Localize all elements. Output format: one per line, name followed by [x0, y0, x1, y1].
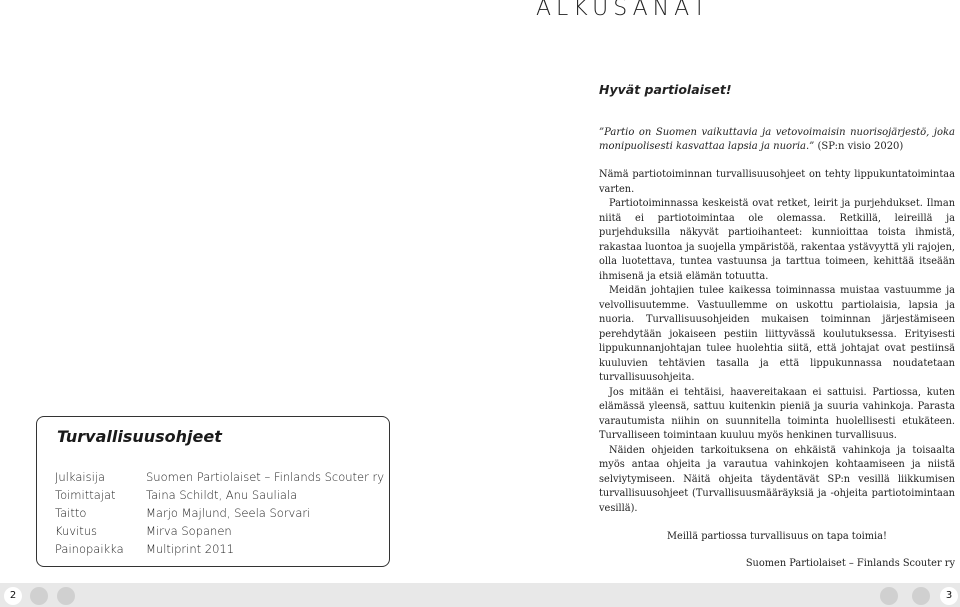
credit-value: Multiprint 2011	[146, 542, 235, 556]
decorative-dot	[880, 587, 898, 605]
credit-row	[55, 468, 384, 486]
vision-quote	[599, 126, 955, 154]
page-number-right: 3	[940, 587, 958, 605]
closing-line: Meillä partiossa turvallisuus on tapa toimia!	[667, 531, 887, 542]
credit-row	[55, 486, 384, 504]
credit-label: Painopaikka	[55, 542, 124, 556]
signature: Suomen Partiolaiset – Finlands Scouter ry	[745, 557, 955, 569]
credit-label: Toimittajat	[55, 488, 116, 502]
credit-value: Mirva Sopanen	[146, 524, 232, 538]
credit-row	[55, 504, 384, 522]
paragraph: Näiden ohjeiden tarkoituksena on ehkäistä vahinkoja ja toisaalta myös antaa ohjeita ja varautua vahinkojen kohtaamiseen ja niistä selviytymiseen. Näitä ohjeita täydentävät SP:n vesillä liikkumisen turvallisuusohjeet (Turvallisuusmääräyksiä ja -ohjeita partiotoimintaan vesillä).	[599, 444, 955, 514]
credit-label: Taitto	[55, 506, 87, 520]
decorative-dot	[57, 587, 75, 605]
paragraph: Meidän johtajien tulee kaikessa toiminnassa muistaa vastuumme ja velvollisuutemme. Vastuullemme on uskottu partiolaisia, lapsia ja nuoria. Turvallisuusohjeiden mukaisen toiminnan järjestämiseen perehdytään jokaiseen pestiin liittyvässä koulutuksessa. Erityisesti lippukunnanjohtajan tulee huolehtia siitä, että johtajat ovat pestiinsä kuuluvien tehtävien tasalla ja että lippukunnassa noudatetaan turvallisuusohjeita.	[599, 285, 955, 383]
publication-info-box	[36, 416, 390, 567]
greeting-heading: Hyvät partiolaiset!	[599, 82, 732, 97]
page-number-left: 2	[4, 587, 22, 605]
credit-label: Julkaisija	[55, 470, 106, 484]
paragraph: Partiotoiminnassa keskeistä ovat retket, leirit ja purjehdukset. Ilman niitä ei partiotoimintaa ole olemassa. Retkillä, leireillä ja purjehduksilla näkyvät partioihanteet: kunnioittaa toista ihmistä, rakastaa luontoa ja suojella ympäristöä, rakentaa ystävyyttä yli rajojen, olla luotettava, tuntea vastuunsa ja tarttua toimeen, kehittää itseään ihmisenä ja etsiä elämän totuutta.	[599, 198, 955, 282]
info-box-title: Turvallisuusohjeet	[57, 427, 222, 446]
credit-row	[55, 540, 384, 558]
paragraph: Jos mitään ei tehtäisi, haavereitakaan ei sattuisi. Partiossa, kuten elämässä yleensä, sattuu kuitenkin pieniä ja suuria vahinkoja. Parasta varautumista niihin on suunnitella toiminta huolellisesti etukäteen. Turvalliseen toimintaan kuuluu myös henkinen turvallisuus.	[599, 386, 955, 441]
credit-value: Suomen Partiolaiset – Finlands Scouter ry	[146, 470, 385, 484]
credit-value: Marjo Majlund, Seela Sorvari	[146, 506, 311, 520]
foreword-body	[599, 168, 955, 571]
credits-list	[55, 468, 384, 558]
credit-row	[55, 522, 384, 540]
credit-value: Taina Schildt, Anu Sauliala	[146, 488, 298, 502]
page-title: ALKUSANAT	[536, 0, 711, 21]
quote-text: ”Partio on Suomen vaikuttavia ja vetovoimaisin nuorisojärjestö, joka monipuolisesti kasvattaa lapsia ja nuoria.”	[599, 127, 955, 152]
credit-label: Kuvitus	[55, 524, 98, 538]
footer-bar	[0, 583, 960, 607]
decorative-dot	[912, 587, 930, 605]
paragraph: Nämä partiotoiminnan turvallisuusohjeet on tehty lippukuntatoimintaa varten.	[599, 169, 955, 195]
decorative-dot	[30, 587, 48, 605]
quote-source: (SP:n visio 2020)	[817, 141, 904, 152]
